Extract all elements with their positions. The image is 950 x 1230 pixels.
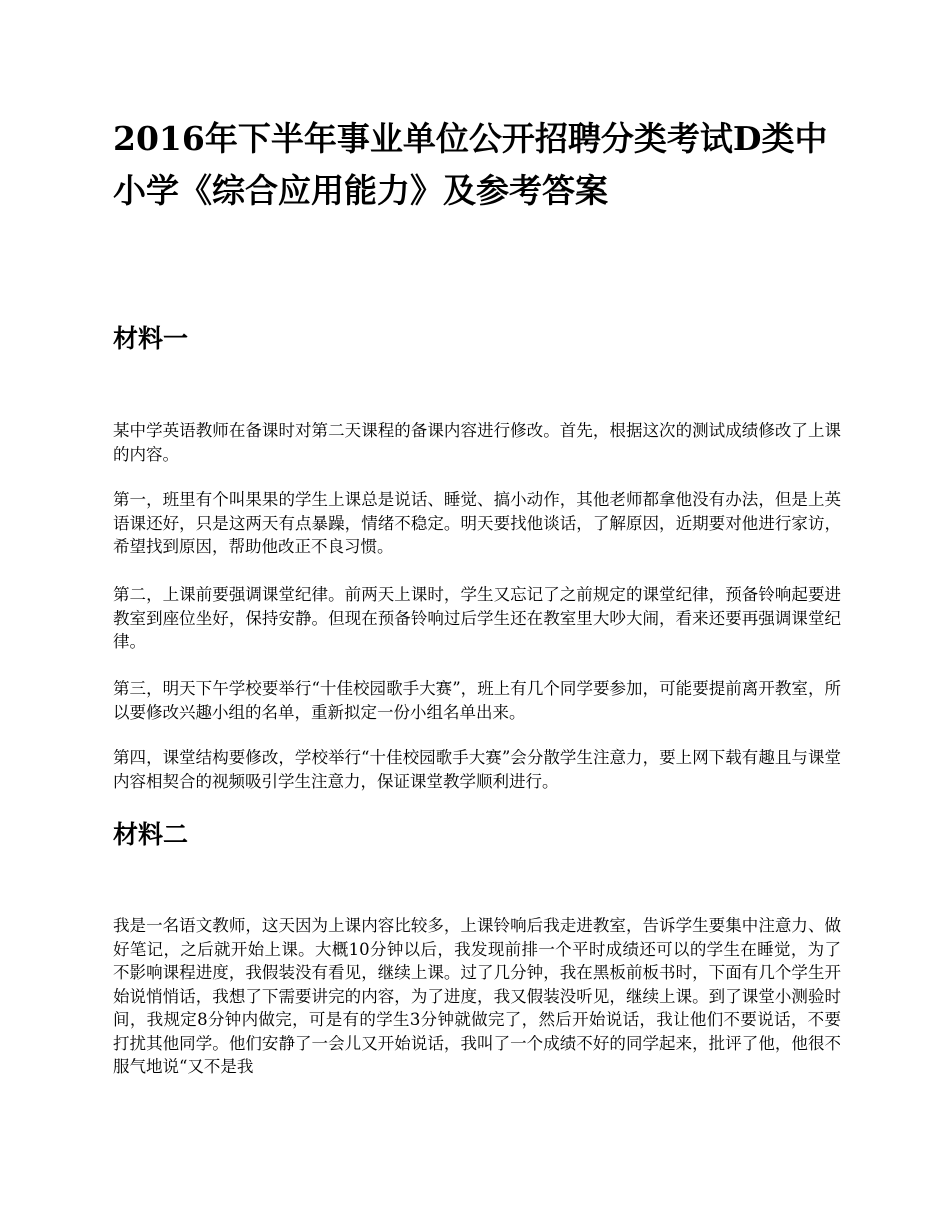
material-1-paragraph-first: 第一，班里有个叫果果的学生上课总是说话、睡觉、搞小动作，其他老师都拿他没有办法，但是上英语课还好，只是这两天有点暴躁，情绪不稳定。明天要找他谈话，了解原因，近期要对他进行家访，希望找到原因，帮助他改正不良习惯。 xyxy=(113,490,841,556)
material-1-paragraph-intro: 某中学英语教师在备课时对第二天课程的备课内容进行修改。首先，根据这次的测试成绩修改了上课的内容。 xyxy=(113,421,841,464)
material-1-paragraph-third: 第三，明天下午学校要举行“十佳校园歌手大赛”，班上有几个同学要参加，可能要提前离开教室，所以要修改兴趣小组的名单，重新拟定一份小组名单出来。 xyxy=(113,679,841,722)
material-2-heading: 材料二 xyxy=(113,820,189,849)
material-1-paragraph-second: 第二，上课前要强调课堂纪律。前两天上课时，学生又忘记了之前规定的课堂纪律，预备铃响起要进教室到座位坐好，保持安静。但现在预备铃响过后学生还在教室里大吵大闹，看来还要再强调课堂纪律。 xyxy=(113,585,841,651)
material-1-heading: 材料一 xyxy=(113,324,189,353)
document-title: 2016年下半年事业单位公开招聘分类考试D类中小学《综合应用能力》及参考答案 xyxy=(113,119,828,210)
material-2-paragraph: 我是一名语文教师，这天因为上课内容比较多，上课铃响后我走进教室，告诉学生要集中注意力、做好笔记，之后就开始上课。大概10分钟以后，我发现前排一个平时成绩还可以的学生在睡觉，为了不影响课程进度，我假装没有看见，继续上课。过了几分钟，我在黑板前板书时，下面有几个学生开始说悄悄话，我想了下需要讲完的内容，为了进度，我又假装没听见，继续上课。到了课堂小测验时间，我规定8分钟内做完，可是有的学生3分钟就做完了，然后开始说话，我让他们不要说话，不要打扰其他同学。他们安静了一会儿又开始说话，我叫了一个成绩不好的同学起来，批评了他，他很不服气地说“又不是我 xyxy=(113,916,841,1076)
material-1-paragraph-fourth: 第四，课堂结构要修改，学校举行“十佳校园歌手大赛”会分散学生注意力，要上网下载有趣且与课堂内容相契合的视频吸引学生注意力，保证课堂教学顺利进行。 xyxy=(113,748,841,791)
